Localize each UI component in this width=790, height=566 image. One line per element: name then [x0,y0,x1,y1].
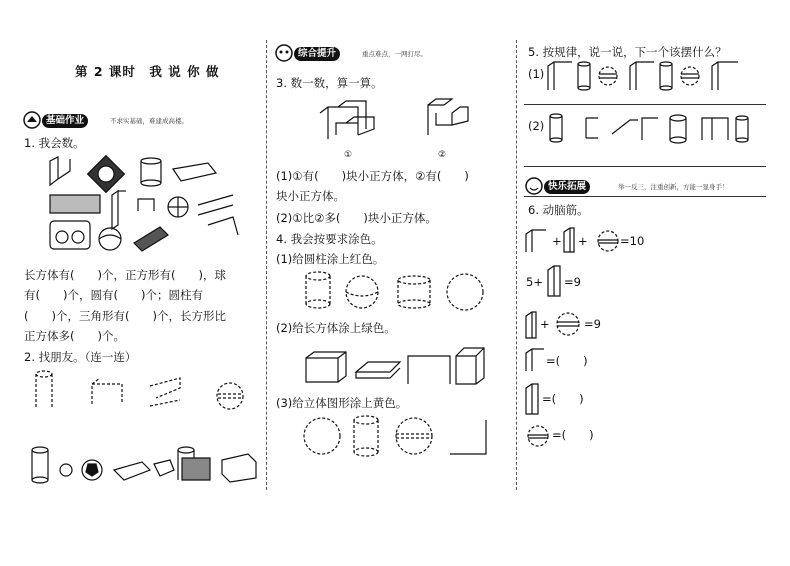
q4-cuboids-figure [304,342,494,388]
section-label-basic: 基础作业 [42,114,88,128]
q4-sub1: (1)给圆柱涂上红色。 [276,252,385,266]
column-divider-right [516,40,517,490]
q6-title: 6. 动脑筋。 [528,203,589,217]
q6-eq2-shape [546,264,566,298]
q3-figure-1-label: ① [344,150,353,160]
q6-eq2-prefix: 5+ [526,275,543,289]
q6-eq1-plus-2: + [578,234,588,248]
section-banner-basic [22,113,252,129]
q6-eq3-result: =9 [584,317,601,331]
mascot-icon [274,43,294,63]
q6-eq4-result: =( ) [546,354,588,368]
section-label-fun: 快乐拓展 [544,180,590,194]
book-mascot-icon [22,110,42,130]
q2-matching-figure [30,370,260,490]
q2-title: 2. 找朋友。（连一连） [24,350,137,364]
q4-title: 4. 我会按要求涂色。 [276,232,383,246]
q5-row-separator-1 [524,104,766,105]
q4-cylinders-figure [300,270,490,314]
q6-eq1-result: =10 [620,234,645,248]
section-banner-fun [524,179,774,195]
q5-row1-pattern [546,60,746,94]
q3-line-2: 块小正方体。 [276,189,345,203]
section-note-fun: 举一反三，注重创新，方能一显身手！ [618,183,729,191]
q3-figure-2-label: ② [438,150,447,160]
q6-eq5-result: =( ) [542,392,584,406]
q6-eq1-plus-1: + [552,234,562,248]
q4-sub2: (2)给长方体涂上绿色。 [276,321,396,335]
q6-eq6-shape [524,424,554,448]
fun-section-rule [524,196,766,197]
section-note-synth: 重点难点，一网打尽。 [362,50,427,58]
q5-row-separator-2 [524,166,766,167]
lesson-title: 第 2 课时 我 说 你 做 [75,64,220,79]
q3-title: 3. 数一数，算一算。 [276,76,383,90]
q5-row2-pattern [546,112,756,146]
q1-line-4: 正方体多( )个。 [24,329,125,343]
column-divider-left [266,40,267,490]
q1-line-2: 有( )个，圆有( )个；圆柱有 [24,288,203,302]
q3-cubes-figure [318,95,478,150]
q6-eq5-shape [524,382,542,416]
q5-row1-label: (1) [528,67,545,81]
q5-row2-label: (2) [528,119,545,133]
q6-eq6-result: =( ) [552,428,594,442]
q1-title: 1. 我会数。 [24,136,85,150]
q4-solids-figure [300,414,496,460]
q6-eq3-plus: + [540,317,550,331]
q6-eq4-shape [524,347,546,373]
q3-line-3: (2)①比②多( )块小正方体。 [276,211,437,225]
q6-eq2-result: =9 [564,275,581,289]
q4-sub3: (3)给立体图形涂上黄色。 [276,396,408,410]
section-note-basic: 不求实基础，难建成高楼。 [110,117,188,125]
section-label-synth: 综合提升 [294,47,340,61]
q1-shapes-figure [48,155,258,255]
q3-line-1: (1)①有( )块小正方体，②有( ) [276,169,469,183]
mascot-icon [524,176,544,196]
q1-line-1: 长方体有( )个，正方形有( )，球 [24,268,226,282]
q1-line-3: ( )个，三角形有( )个，长方形比 [24,309,226,323]
q5-title: 5. 按规律，说一说，下一个该摆什么？ [528,45,727,59]
section-banner-synth [274,46,514,62]
